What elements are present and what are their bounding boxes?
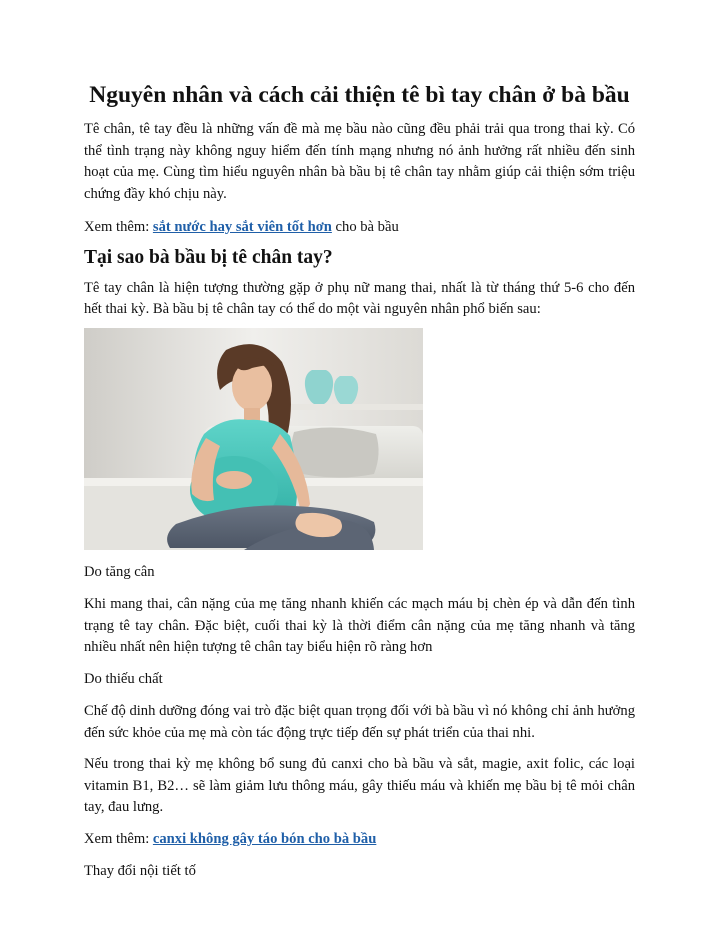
see-also-calcium (84, 829, 635, 851)
why-paragraph: Tê tay chân là hiện tượng thường gặp ở phụ nữ mang thai, nhất là từ tháng thứ 5-6 cho đến hết thai kỳ. Bà bầu bị tê chân tay có thể do một vài nguyên nhân phổ biến sau: (84, 279, 635, 317)
article-title: Nguyên nhân và cách cải thiện tê bì tay chân ở bà bầu (89, 82, 630, 108)
see-also-iron (84, 217, 635, 239)
weight-paragraph: Khi mang thai, cân nặng của mẹ tăng nhanh khiến các mạch máu bị chèn ép và dẫn đến tình trạng tê tay chân. Đặc biệt, cuối thai kỳ là thời điểm cân nặng của mẹ tăng nhanh và tăng nhiều nhất nên hiện tượng tê chân tay biểu hiện rõ ràng hơn (84, 596, 635, 655)
section-heading-why: Tại sao bà bầu bị tê chân tay? (84, 246, 333, 268)
document-page (84, 80, 635, 894)
pregnant-woman-photo (84, 328, 423, 550)
cause-nutrition-heading: Do thiếu chất (84, 670, 163, 687)
intro-paragraph: Tê chân, tê tay đều là những vấn đề mà mẹ bầu nào cũng đều phải trải qua trong thai kỳ. Có thể tình trạng này không nguy hiểm đến tính mạng nhưng nó ảnh hưởng rất nhiều đến sinh hoạt của mẹ. Cùng tìm hiểu nguyên nhân bà bầu bị tê chân tay nhằm giúp cải thiện sớm triệu chứng đầy khó chịu này. (84, 121, 635, 202)
calcium-link[interactable]: canxi không gây táo bón cho bà bầu (152, 830, 377, 847)
cause-hormone-heading: Thay đổi nội tiết tố (84, 863, 196, 879)
see-also-suffix: cho bà bầu (331, 219, 399, 235)
nutrition-paragraph-2: Nếu trong thai kỳ mẹ không bổ sung đủ canxi cho bà bầu và sắt, magie, axit folic, các loại vitamin B1, B2… sẽ làm giảm lưu thông máu, gây thiếu máu và khiến mẹ bầu bị tê mỏi chân tay, đau lưng. (84, 756, 635, 815)
see-also-prefix: Xem thêm: (84, 219, 153, 235)
see-also-prefix: Xem thêm: (84, 830, 153, 847)
cause-weight-heading: Do tăng cân (84, 563, 155, 580)
iron-supplement-link[interactable]: sắt nước hay sắt viên tốt hơn (152, 219, 332, 235)
nutrition-paragraph-1: Chế độ dinh dưỡng đóng vai trò đặc biệt quan trọng đối với bà bầu vì nó không chỉ ảnh hưởng đến sức khỏe của mẹ mà còn tác động trực tiếp đến sự phát triển của thai nhi. (84, 703, 635, 741)
